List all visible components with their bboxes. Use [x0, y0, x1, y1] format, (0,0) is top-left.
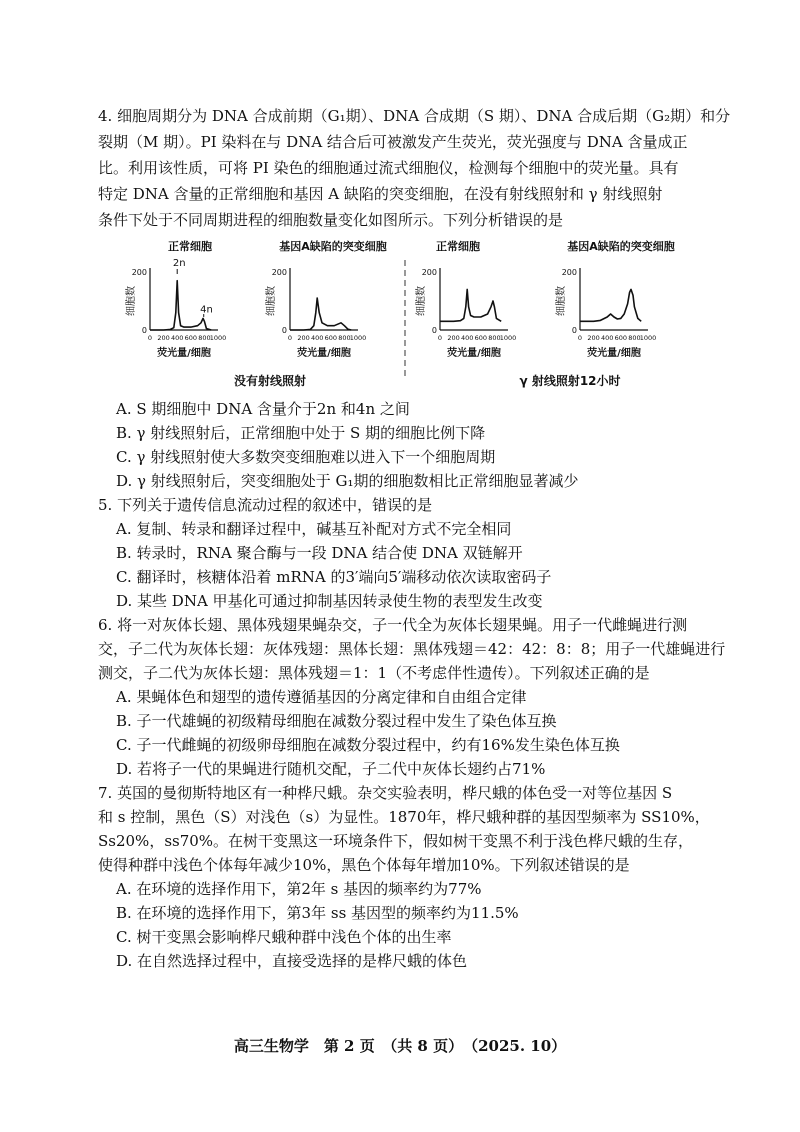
q7-option-c: C. 树干变黑会影响桦尺蛾种群中浅色个体的出生率: [116, 928, 452, 946]
panel-3-xtick-600: 600: [474, 334, 488, 342]
panel-4-curve: [580, 289, 641, 321]
q7-line-2: 和 s 控制，黑色（S）对浅色（s）为显性。1870年，桦尺蛾种群的基因型频率为 SS10%，: [98, 808, 710, 826]
q4-line-3: 比。利用该性质，可将 PI 染色的细胞通过流式细胞仪，检测每个细胞中的荧光量。具有: [98, 159, 679, 177]
panel-2-ylabel: 细胞数: [266, 286, 277, 316]
q5-option-a: A. 复制、转录和翻译过程中，碱基互补配对方式不完全相同: [116, 520, 512, 538]
panel-1-xtick-0: 0: [147, 334, 153, 342]
panel-2-xlabel: 荧光量/细胞: [297, 348, 351, 359]
panel-2-xtick-600: 600: [324, 334, 338, 342]
panel-2-xtick-400: 400: [310, 334, 324, 342]
panel-4-xtick-600: 600: [614, 334, 628, 342]
panel-3-xlabel: 荧光量/细胞: [447, 348, 501, 359]
q5-option-d: D. 某些 DNA 甲基化可通过抑制基因转录使生物的表型发生改变: [116, 592, 543, 610]
panel-4-xtick-0: 0: [577, 334, 583, 342]
q5-option-c: C. 翻译时，核糖体沿着 mRNA 的3′端向5′端移动依次读取密码子: [116, 568, 552, 586]
q7-line-1: 7. 英国的曼彻斯特地区有一种桦尺蛾。杂交实验表明，桦尺蛾的体色受一对等位基因 S: [98, 784, 673, 802]
panel-3-ytick-0: 0: [431, 326, 437, 335]
panel-1-xtick-1000: 1000: [209, 334, 227, 342]
panel-3-ytick-200: 200: [421, 268, 437, 277]
panel-2-curve: [290, 298, 351, 330]
q6-option-d: D. 若将子一代的果蝇进行随机交配，子二代中灰体长翅约占71%: [116, 760, 546, 778]
panel-4-xlabel: 荧光量/细胞: [587, 348, 641, 359]
q4-line-5: 条件下处于不同周期进程的细胞数量变化如图所示。下列分析错误的是: [98, 211, 564, 229]
q5-stem: 5. 下列关于遗传信息流动过程的叙述中，错误的是: [98, 496, 433, 514]
panel-1-title: 正常细胞: [168, 240, 212, 253]
q4-option-d: D. γ 射线照射后，突变细胞处于 G₁期的细胞数相比正常细胞显著减少: [116, 472, 579, 490]
panel-4-xtick-400: 400: [600, 334, 614, 342]
q4-option-c: C. γ 射线照射使大多数突变细胞难以进入下一个细胞周期: [116, 448, 496, 466]
q6-option-b: B. 子一代雄蝇的初级精母细胞在减数分裂过程中发生了染色体互换: [116, 712, 557, 730]
right-group-caption: γ 射线照射12小时: [519, 374, 621, 388]
panel-3-curve: [440, 289, 501, 321]
panel-3-title: 正常细胞: [436, 240, 480, 253]
q7-option-d: D. 在自然选择过程中，直接受选择的是桦尺蛾的体色: [116, 952, 468, 970]
panel-1-xlabel: 荧光量/细胞: [157, 348, 211, 359]
q4-line-2: 裂期（M 期）。PI 染料在与 DNA 结合后可被激发产生荧光，荧光强度与 DNA 含量成正: [98, 133, 688, 151]
panel-2-xtick-0: 0: [287, 334, 293, 342]
left-group-caption: 没有射线照射: [233, 374, 306, 388]
panel-3-xtick-200: 200: [447, 334, 460, 342]
q6-option-c: C. 子一代雌蝇的初级卵母细胞在减数分裂过程中，约有16%发生染色体互换: [116, 736, 620, 754]
q7-line-3: Ss20%，ss70%。在树干变黑这一环境条件下，假如树干变黑不利于浅色桦尺蛾的生存，: [98, 832, 694, 850]
q4-line-1: 4. 细胞周期分为 DNA 合成前期（G₁期）、DNA 合成期（S 期）、DNA 合成后期（G₂期）和分: [98, 107, 731, 125]
panel-4-ylabel: 细胞数: [556, 286, 567, 316]
panel-1-ytick-200: 200: [131, 268, 147, 277]
q7-line-4: 使得种群中浅色个体每年减少10%，黑色个体每年增加10%。下列叙述错误的是: [98, 856, 630, 874]
panel-2-ytick-0: 0: [281, 326, 287, 335]
panel-1-xtick-400: 400: [170, 334, 184, 342]
q6-line-3: 测交，子二代为灰体长翅：黑体残翅＝1：1（不考虑伴性遗传）。下列叙述正确的是: [98, 664, 650, 682]
panel-3-xtick-400: 400: [460, 334, 474, 342]
panel-3-xtick-800: 800: [488, 334, 501, 342]
panel-4-ytick-200: 200: [561, 268, 577, 277]
q6-option-a: A. 果蝇体色和翅型的遗传遵循基因的分离定律和自由组合定律: [116, 688, 527, 706]
panel-4-xtick-800: 800: [628, 334, 641, 342]
panel-2-xtick-1000: 1000: [349, 334, 367, 342]
panel-2-xtick-200: 200: [297, 334, 310, 342]
q4-line-4: 特定 DNA 含量的正常细胞和基因 A 缺陷的突变细胞，在没有射线照射和 γ 射线照射: [98, 185, 663, 203]
panel-4-title: 基因A缺陷的突变细胞: [567, 240, 675, 253]
panel-4-ytick-0: 0: [571, 326, 577, 335]
q7-option-b: B. 在环境的选择作用下，第3年 ss 基因型的频率约为11.5%: [116, 904, 519, 922]
panel-1-ylabel: 细胞数: [126, 286, 137, 316]
annotation-2n: 2n: [172, 258, 186, 269]
q4-option-a: A. S 期细胞中 DNA 含量介于2n 和4n 之间: [116, 400, 410, 418]
panel-1-xtick-800: 800: [198, 334, 211, 342]
q6-line-1: 6. 将一对灰体长翅、黑体残翅果蝇杂交，子一代全为灰体长翅果蝇。用子一代雌蝇进行测: [98, 616, 688, 634]
q5-option-b: B. 转录时，RNA 聚合酶与一段 DNA 结合使 DNA 双链解开: [116, 544, 523, 562]
panel-2-ytick-200: 200: [271, 268, 287, 277]
panel-2-title: 基因A缺陷的突变细胞: [279, 240, 387, 253]
panel-4-xtick-200: 200: [587, 334, 600, 342]
page-footer: 高三生物学 第 2 页 （共 8 页） （2025. 10）: [233, 1037, 567, 1055]
q6-line-2: 交，子二代为灰体长翅：灰体残翅：黑体长翅：黑体残翅＝42：42：8：8；用子一代雄蝇进行: [98, 640, 726, 658]
panel-3-xtick-0: 0: [437, 334, 443, 342]
panel-2-xtick-800: 800: [338, 334, 351, 342]
q7-option-a: A. 在环境的选择作用下，第2年 s 基因的频率约为77%: [116, 880, 482, 898]
panel-4-xtick-1000: 1000: [639, 334, 657, 342]
panel-3-ylabel: 细胞数: [416, 286, 427, 316]
figure-svg: [0, 250, 800, 410]
panel-3-xtick-1000: 1000: [499, 334, 517, 342]
annotation-4n: 4n: [200, 304, 213, 316]
panel-1-xtick-200: 200: [157, 334, 170, 342]
panel-1-xtick-600: 600: [184, 334, 198, 342]
panel-1-ytick-0: 0: [141, 326, 147, 335]
q4-option-b: B. γ 射线照射后，正常细胞中处于 S 期的细胞比例下降: [116, 424, 486, 442]
